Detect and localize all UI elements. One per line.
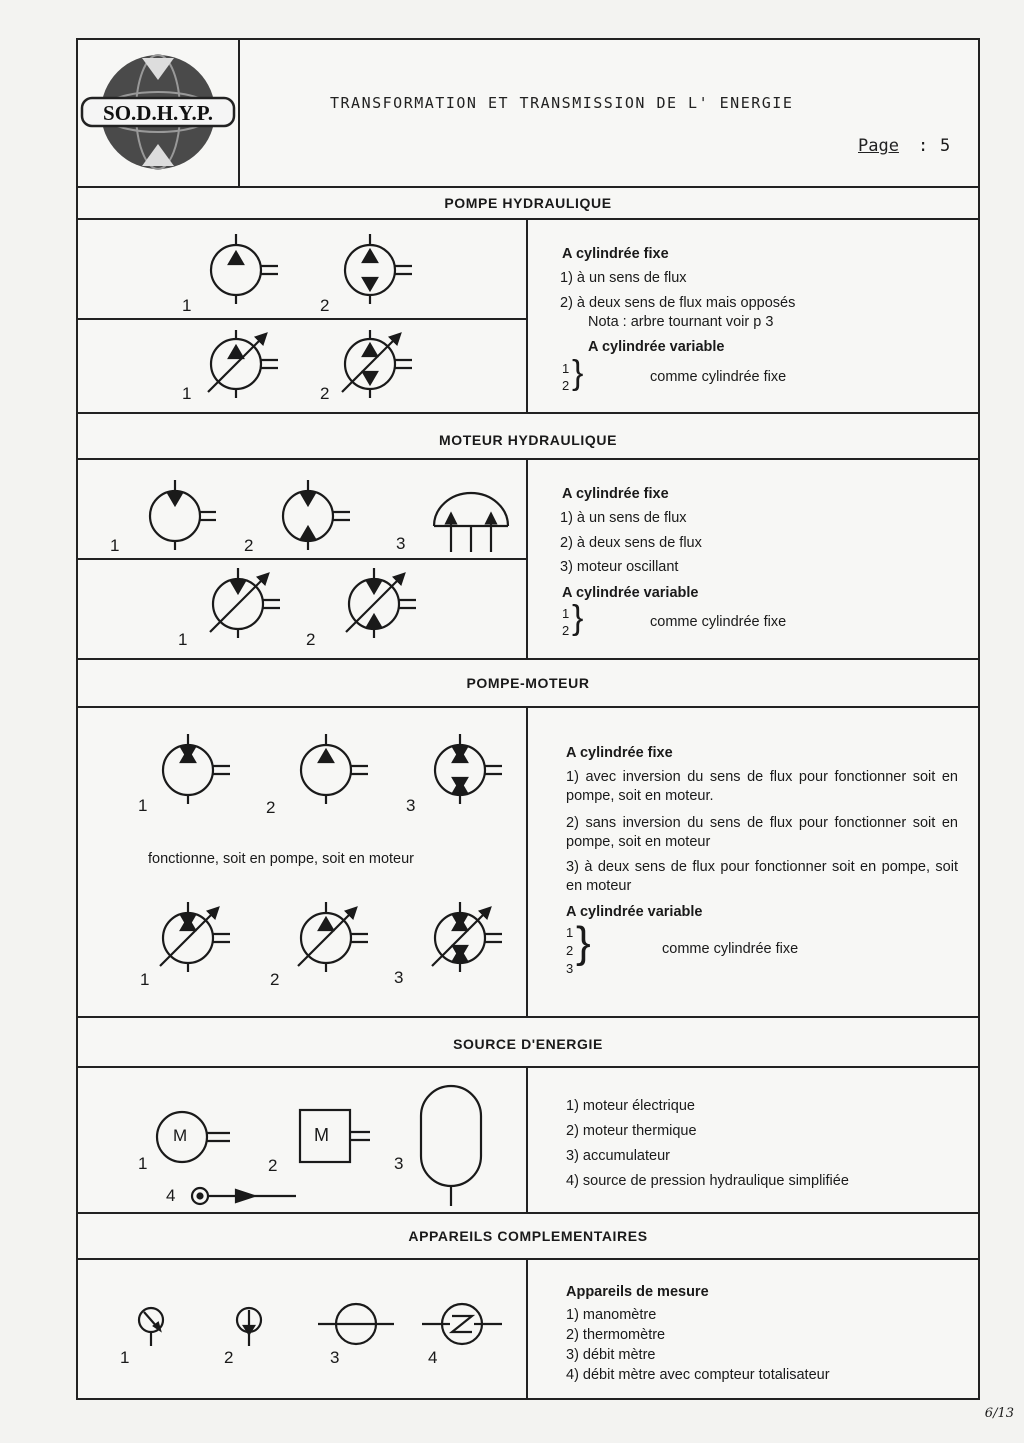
symbol-label: 1	[120, 1348, 130, 1367]
flow-meter-icon	[318, 1304, 394, 1344]
pump-motor-variable-2-icon	[298, 902, 368, 972]
section-title-pompe: POMPE HYDRAULIQUE	[444, 195, 612, 211]
section-title-moteur: MOTEUR HYDRAULIQUE	[438, 432, 618, 448]
hydraulic-pressure-source-icon	[192, 1188, 296, 1204]
pm-item-1: 1) avec inversion du sens de flux pour fonctionner soit en pompe, soit en moteur.	[566, 769, 958, 804]
oscillating-motor-icon	[434, 493, 508, 552]
symbol-label: 3	[406, 796, 416, 815]
list-item: 4) débit mètre avec compteur totalisateur	[566, 1367, 830, 1383]
brace-glyph: }	[572, 599, 584, 637]
page-label: Page	[858, 136, 899, 156]
motor-fixed-two-way-icon	[283, 480, 350, 550]
list-item: 1) manomètre	[566, 1307, 657, 1323]
motor-fixed-one-way-icon	[150, 480, 216, 550]
symbol-label: 3	[396, 534, 406, 553]
pm-left-caption: fonctionne, soit en pompe, soit en moteur	[148, 851, 414, 867]
pump-fixed-two-way-icon	[345, 234, 412, 304]
accumulator-icon	[421, 1086, 481, 1206]
pump-variable-two-way-icon	[342, 330, 412, 398]
list-item: 3) accumulateur	[566, 1148, 670, 1164]
list-item: 1) moteur électrique	[566, 1098, 695, 1114]
symbol-label: 2	[268, 1156, 278, 1175]
symbol-label: 4	[166, 1186, 176, 1205]
list-item: 3) moteur oscillant	[560, 559, 679, 575]
list-item: 3) débit mètre	[566, 1347, 656, 1363]
document-sheet	[76, 38, 980, 1400]
symbol-label: 1	[140, 970, 150, 989]
symbol-label: 1	[178, 630, 188, 649]
pm-var-num: 3	[566, 961, 574, 976]
document-title: TRANSFORMATION ET TRANSMISSION DE L' ENERGIE	[330, 94, 794, 112]
list-item: 4) source de pression hydraulique simplifiée	[566, 1173, 849, 1189]
moteur-var-title: A cylindrée variable	[562, 585, 699, 601]
symbol-label: 1	[138, 796, 148, 815]
list-item: 1) à un sens de flux	[560, 270, 687, 286]
list-item: 2) moteur thermique	[566, 1123, 697, 1139]
moteur-var-num: 2	[562, 623, 570, 638]
pump-motor-fixed-3-icon	[435, 734, 502, 804]
appareils-sub-title: Appareils de mesure	[566, 1284, 709, 1300]
section-title-pompe-moteur: POMPE-MOTEUR	[466, 675, 590, 691]
electric-motor-icon	[157, 1112, 230, 1162]
pompe-var-text: comme cylindrée fixe	[650, 369, 787, 385]
pm-item-2: 2) sans inversion du sens de flux pour fonctionner soit en pompe, soit en moteur	[566, 815, 958, 850]
thermal-motor-icon	[300, 1110, 370, 1162]
motor-variable-two-way-icon	[346, 568, 416, 638]
manometer-icon	[139, 1308, 163, 1346]
pompe-var-title: A cylindrée variable	[588, 339, 725, 355]
moteur-var-text: comme cylindrée fixe	[650, 614, 787, 630]
section-title-source: SOURCE D'ENERGIE	[453, 1036, 603, 1052]
symbol-label: 2	[224, 1348, 234, 1367]
symbol-label: 1	[138, 1154, 148, 1173]
symbols-canvas	[78, 40, 978, 1400]
moteur-var-num: 1	[562, 606, 570, 621]
pm-var-text: comme cylindrée fixe	[662, 941, 799, 957]
symbol-label: 2	[320, 384, 330, 403]
pump-motor-fixed-1-icon	[163, 734, 230, 804]
pm-fixed-title: A cylindrée fixe	[566, 745, 673, 761]
symbol-label: 1	[182, 384, 192, 403]
pm-var-num: 1	[566, 925, 574, 940]
page-number: 5	[940, 136, 951, 156]
symbol-label: 1	[110, 536, 120, 555]
flow-meter-totalizer-icon	[422, 1304, 502, 1344]
pm-var-title: A cylindrée variable	[566, 904, 703, 920]
symbol-label: 2	[244, 536, 254, 555]
page-separator: :	[918, 136, 929, 156]
svg-text:SO.D.H.Y.P.: SO.D.H.Y.P.	[103, 101, 213, 125]
pump-motor-variable-1-icon	[160, 902, 230, 972]
pompe-var-num: 2	[562, 378, 570, 393]
symbol-label: 3	[394, 1154, 404, 1173]
moteur-fixed-title: A cylindrée fixe	[562, 486, 669, 502]
symbol-label: 1	[182, 296, 192, 315]
pompe-nota: Nota : arbre tournant voir p 3	[588, 314, 774, 330]
thermometer-icon	[237, 1308, 261, 1346]
pompe-var-num: 1	[562, 361, 570, 376]
pm-item-3: 3) à deux sens de flux pour fonctionner soit en pompe, soit en moteur	[566, 859, 958, 894]
pump-motor-fixed-2-icon	[301, 734, 368, 804]
pump-fixed-one-way-icon	[211, 234, 278, 304]
pump-motor-variable-3-icon	[432, 902, 502, 972]
electric-motor-letter: M	[173, 1126, 188, 1145]
section-title-appareils: APPAREILS COMPLEMENTAIRES	[408, 1228, 648, 1244]
pump-variable-one-way-icon	[208, 330, 278, 398]
pm-var-num: 2	[566, 943, 574, 958]
symbol-label: 2	[306, 630, 316, 649]
page-footnote: 6/13	[984, 1406, 1014, 1421]
symbol-label: 3	[330, 1348, 340, 1367]
symbol-label: 2	[266, 798, 276, 817]
pompe-fixed-title: A cylindrée fixe	[562, 246, 669, 262]
list-item: 2) thermomètre	[566, 1327, 666, 1343]
motor-variable-one-way-icon	[210, 568, 280, 638]
list-item: 2) à deux sens de flux mais opposés	[560, 294, 796, 311]
list-item: 2) à deux sens de flux	[560, 534, 702, 551]
brace-glyph: }	[576, 918, 591, 967]
brace-glyph: }	[572, 354, 584, 392]
symbol-label: 4	[428, 1348, 438, 1367]
list-item: 1) à un sens de flux	[560, 510, 687, 526]
symbol-label: 2	[270, 970, 280, 989]
symbol-label: 3	[394, 968, 404, 987]
symbol-label: 2	[320, 296, 330, 315]
thermal-motor-letter: M	[314, 1125, 329, 1145]
